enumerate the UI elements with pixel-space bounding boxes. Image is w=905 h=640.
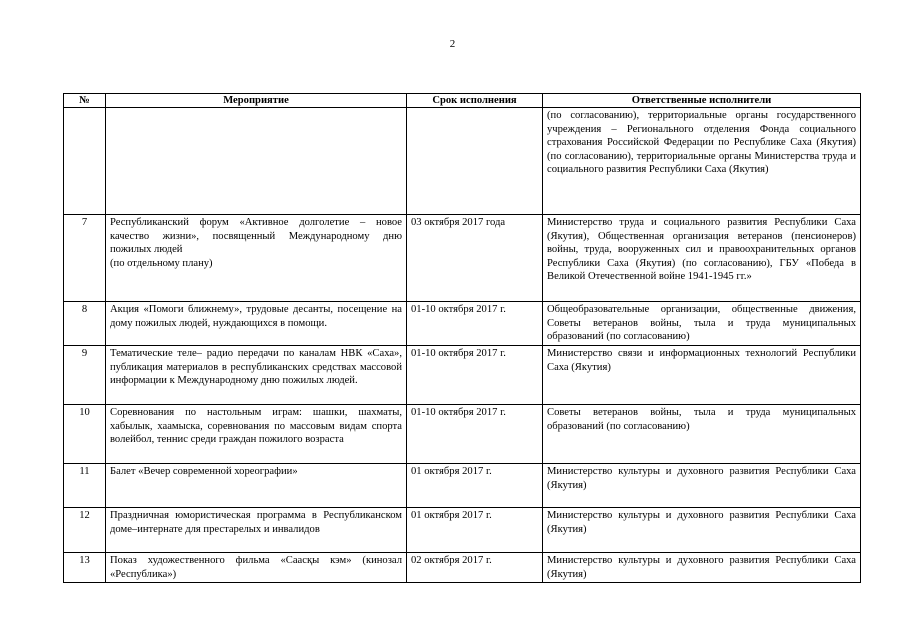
row-responsible: Министерство связи и информационных технологий Республики Саха (Якутия) [543,346,861,405]
row-responsible: Министерство культуры и духовного развития Республики Саха (Якутия) [543,464,861,508]
row-deadline: 01-10 октября 2017 г. [407,405,543,464]
row-responsible: Министерство культуры и духовного развития Республики Саха (Якутия) [543,553,861,583]
table-row [64,108,861,215]
row-num: 7 [64,215,106,302]
events-table [63,93,861,583]
row-event: Акция «Помоги ближнему», трудовые десанты, посещение на дому пожилых людей, нуждающихся в помощи. [106,302,407,346]
row-event: Балет «Вечер современной хореографии» [106,464,407,508]
row-num: 12 [64,508,106,553]
row-deadline: 02 октября 2017 г. [407,553,543,583]
page-number: 2 [449,38,456,50]
row-deadline: 03 октября 2017 года [407,215,543,302]
row-responsible: Министерство культуры и духовного развития Республики Саха (Якутия) [543,508,861,553]
table-header-row [64,94,861,108]
row-event-note: (по отдельному плану) [110,257,213,269]
row-event: Тематические теле– радио передачи по каналам НВК «Саха», публикация материалов в республиканских средствах массовой информации к Международному дню пожилых людей. [106,346,407,405]
row-event [106,215,407,302]
table-row [64,464,861,508]
table-row [64,405,861,464]
row-num: 10 [64,405,106,464]
row-num: 9 [64,346,106,405]
table-row [64,215,861,302]
row-num: 13 [64,553,106,583]
row-deadline: 01-10 октября 2017 г. [407,302,543,346]
table-row [64,553,861,583]
row-deadline: 01 октября 2017 г. [407,464,543,508]
row-responsible: (по согласованию), территориальные органы государственного учреждения – Регионального отделения Фонда социального страхования Российской Федерации по Республике Саха (Якутия) (по согласованию), территориальные органы Министерства труда и социального развития Республики Саха (Якутия) [543,108,861,215]
header-deadline: Срок исполнения [407,94,543,108]
row-num: 8 [64,302,106,346]
table-row [64,302,861,346]
header-responsible: Ответственные исполнители [543,94,861,108]
row-responsible: Советы ветеранов войны, тыла и труда муниципальных образований (по согласованию) [543,405,861,464]
row-event: Соревнования по настольным играм: шашки, шахматы, хабылык, хаамыска, соревнования по массовым видам спорта волейбол, теннис среди граждан пожилого возраста [106,405,407,464]
row-num: 11 [64,464,106,508]
row-event: Праздничная юмористическая программа в Республиканском доме–интернате для престарелых и инвалидов [106,508,407,553]
row-deadline: 01-10 октября 2017 г. [407,346,543,405]
table-row [64,508,861,553]
row-deadline: 01 октября 2017 г. [407,508,543,553]
row-event [106,108,407,215]
header-event: Мероприятие [106,94,407,108]
header-num: № [64,94,106,108]
row-event-text: Республиканский форум «Активное долголетие – новое качество жизни», посвященный Международному дню пожилых людей [110,217,402,256]
table-row [64,346,861,405]
row-responsible: Министерство труда и социального развития Республики Саха (Якутия), Общественная организация ветеранов (пенсионеров) войны, труда, вооруженных сил и правоохранительных органов Республики Саха (Якутия) (по согласованию), ГБУ «Победа в Великой Отечественной войне 1941-1945 гг.» [543,215,861,302]
row-responsible: Общеобразовательные организации, общественные движения, Советы ветеранов войны, тыла и труда муниципальных образований (по согласованию) [543,302,861,346]
row-num [64,108,106,215]
row-deadline [407,108,543,215]
row-event: Показ художественного фильма «Саасқы кэм» (кинозал «Республика») [106,553,407,583]
